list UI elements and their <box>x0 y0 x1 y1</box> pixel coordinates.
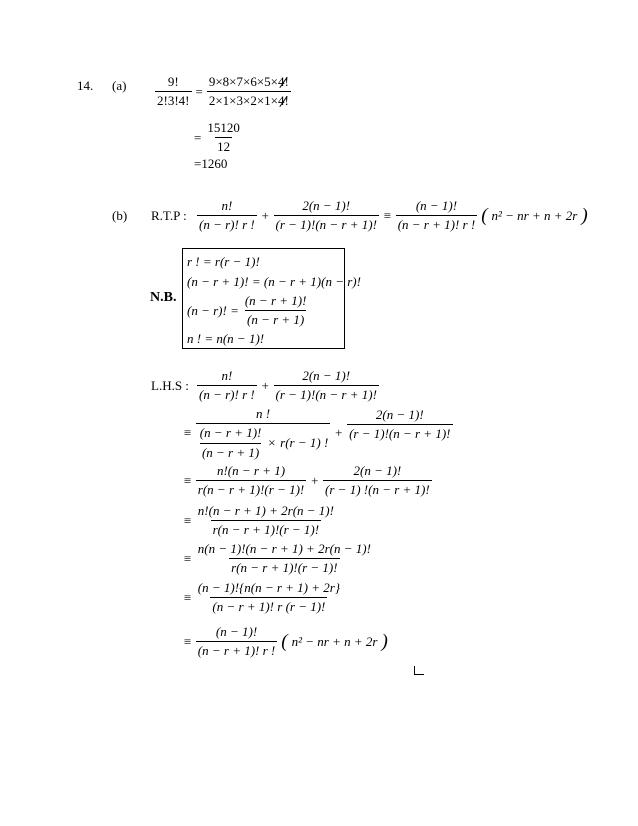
nb-line-2: (n − r + 1)! = (n − r + 1)(n − r)! <box>187 274 361 289</box>
rtp-expression: $\frac{n!}{(n - r)! r !}$ + $\frac{2(n - 1)!}{(r - 1)!(n - r + 1)!}$ ≡ $\frac{(n - 1)!}{(n - r + 1)! r !}$ ( n² − nr + n + 2r ) <box>199 198 588 233</box>
question-number: 14. <box>77 78 94 93</box>
lhs-step-1: ≡ n ! $\frac{(n - r + 1)!}{(n - r + 1)}$ × r(r − 1) ! + $\frac{2(n - 1)!}{(r - 1)!(n - r + 1)!}$ <box>183 406 451 460</box>
part-b-label: (b) <box>112 208 128 223</box>
part-a-line-2: = $\frac{15120}{12}$ <box>194 120 240 155</box>
lhs-step-3: ≡ $\frac{n!(n - r + 1) + 2r(n - 1)!}{r(n - r + 1)!(r - 1)!}$ <box>183 503 334 538</box>
part-a-result: =1260 <box>194 156 228 171</box>
nb-line-3: (n − r)! = $\frac{(n - r + 1)!}{(n - r + 1)}$ <box>187 293 307 328</box>
cancelled-term: 4! <box>278 74 289 89</box>
nb-line-1: r ! = r(r − 1)! <box>187 254 260 269</box>
rtp-label: R.T.P : <box>151 208 187 223</box>
nb-label: N.B. <box>150 290 177 305</box>
part-a-label: (a) <box>112 78 127 93</box>
nb-box <box>182 248 361 349</box>
lhs-step-4: ≡ $\frac{n(n - 1)!(n - r + 1) + 2r(n - 1)!}{r(n - r + 1)!(r - 1)!}$ <box>183 541 371 576</box>
nb-line-4: n ! = n(n − 1)! <box>187 331 265 346</box>
lhs-step-6: ≡ $\frac{(n - 1)!}{(n - r + 1)! r !}$ ( n² − nr + n + 2r ) <box>183 624 388 659</box>
lhs-step-5: ≡ $\frac{(n - 1)!\{n(n - r + 1) + 2r\}}{(n - r + 1)! r (r - 1)!}$ <box>183 580 341 615</box>
fraction-expanded: $\frac{9\times 8\times 7\times 6\times 5\times 4!}{2\times 1\times 3\times 2\times 1\times 4!}$ <box>208 74 289 109</box>
lhs-label: L.H.S : <box>151 378 189 393</box>
fraction-15120-over-12: $\frac{15120}{12}$ <box>207 120 240 155</box>
lhs-step-2: ≡ $\frac{n!(n - r + 1)}{r(n - r + 1)!(r - 1)!}$ + $\frac{2(n - 1)!}{(r - 1) !(n - r + 1)!}$ <box>183 463 430 498</box>
equals-sign: = <box>195 83 203 99</box>
part-a-line-1 <box>155 74 291 110</box>
fraction-9-factorial: $\frac{9!}{2!3!4!}$ <box>157 74 190 109</box>
lhs-step-0: $\frac{n!}{(n - r)! r !}$ + $\frac{2(n - 1)!}{(r - 1)!(n - r + 1)!}$ <box>199 368 377 403</box>
end-of-proof-mark <box>414 666 424 675</box>
cancelled-term: 4! <box>278 93 289 109</box>
